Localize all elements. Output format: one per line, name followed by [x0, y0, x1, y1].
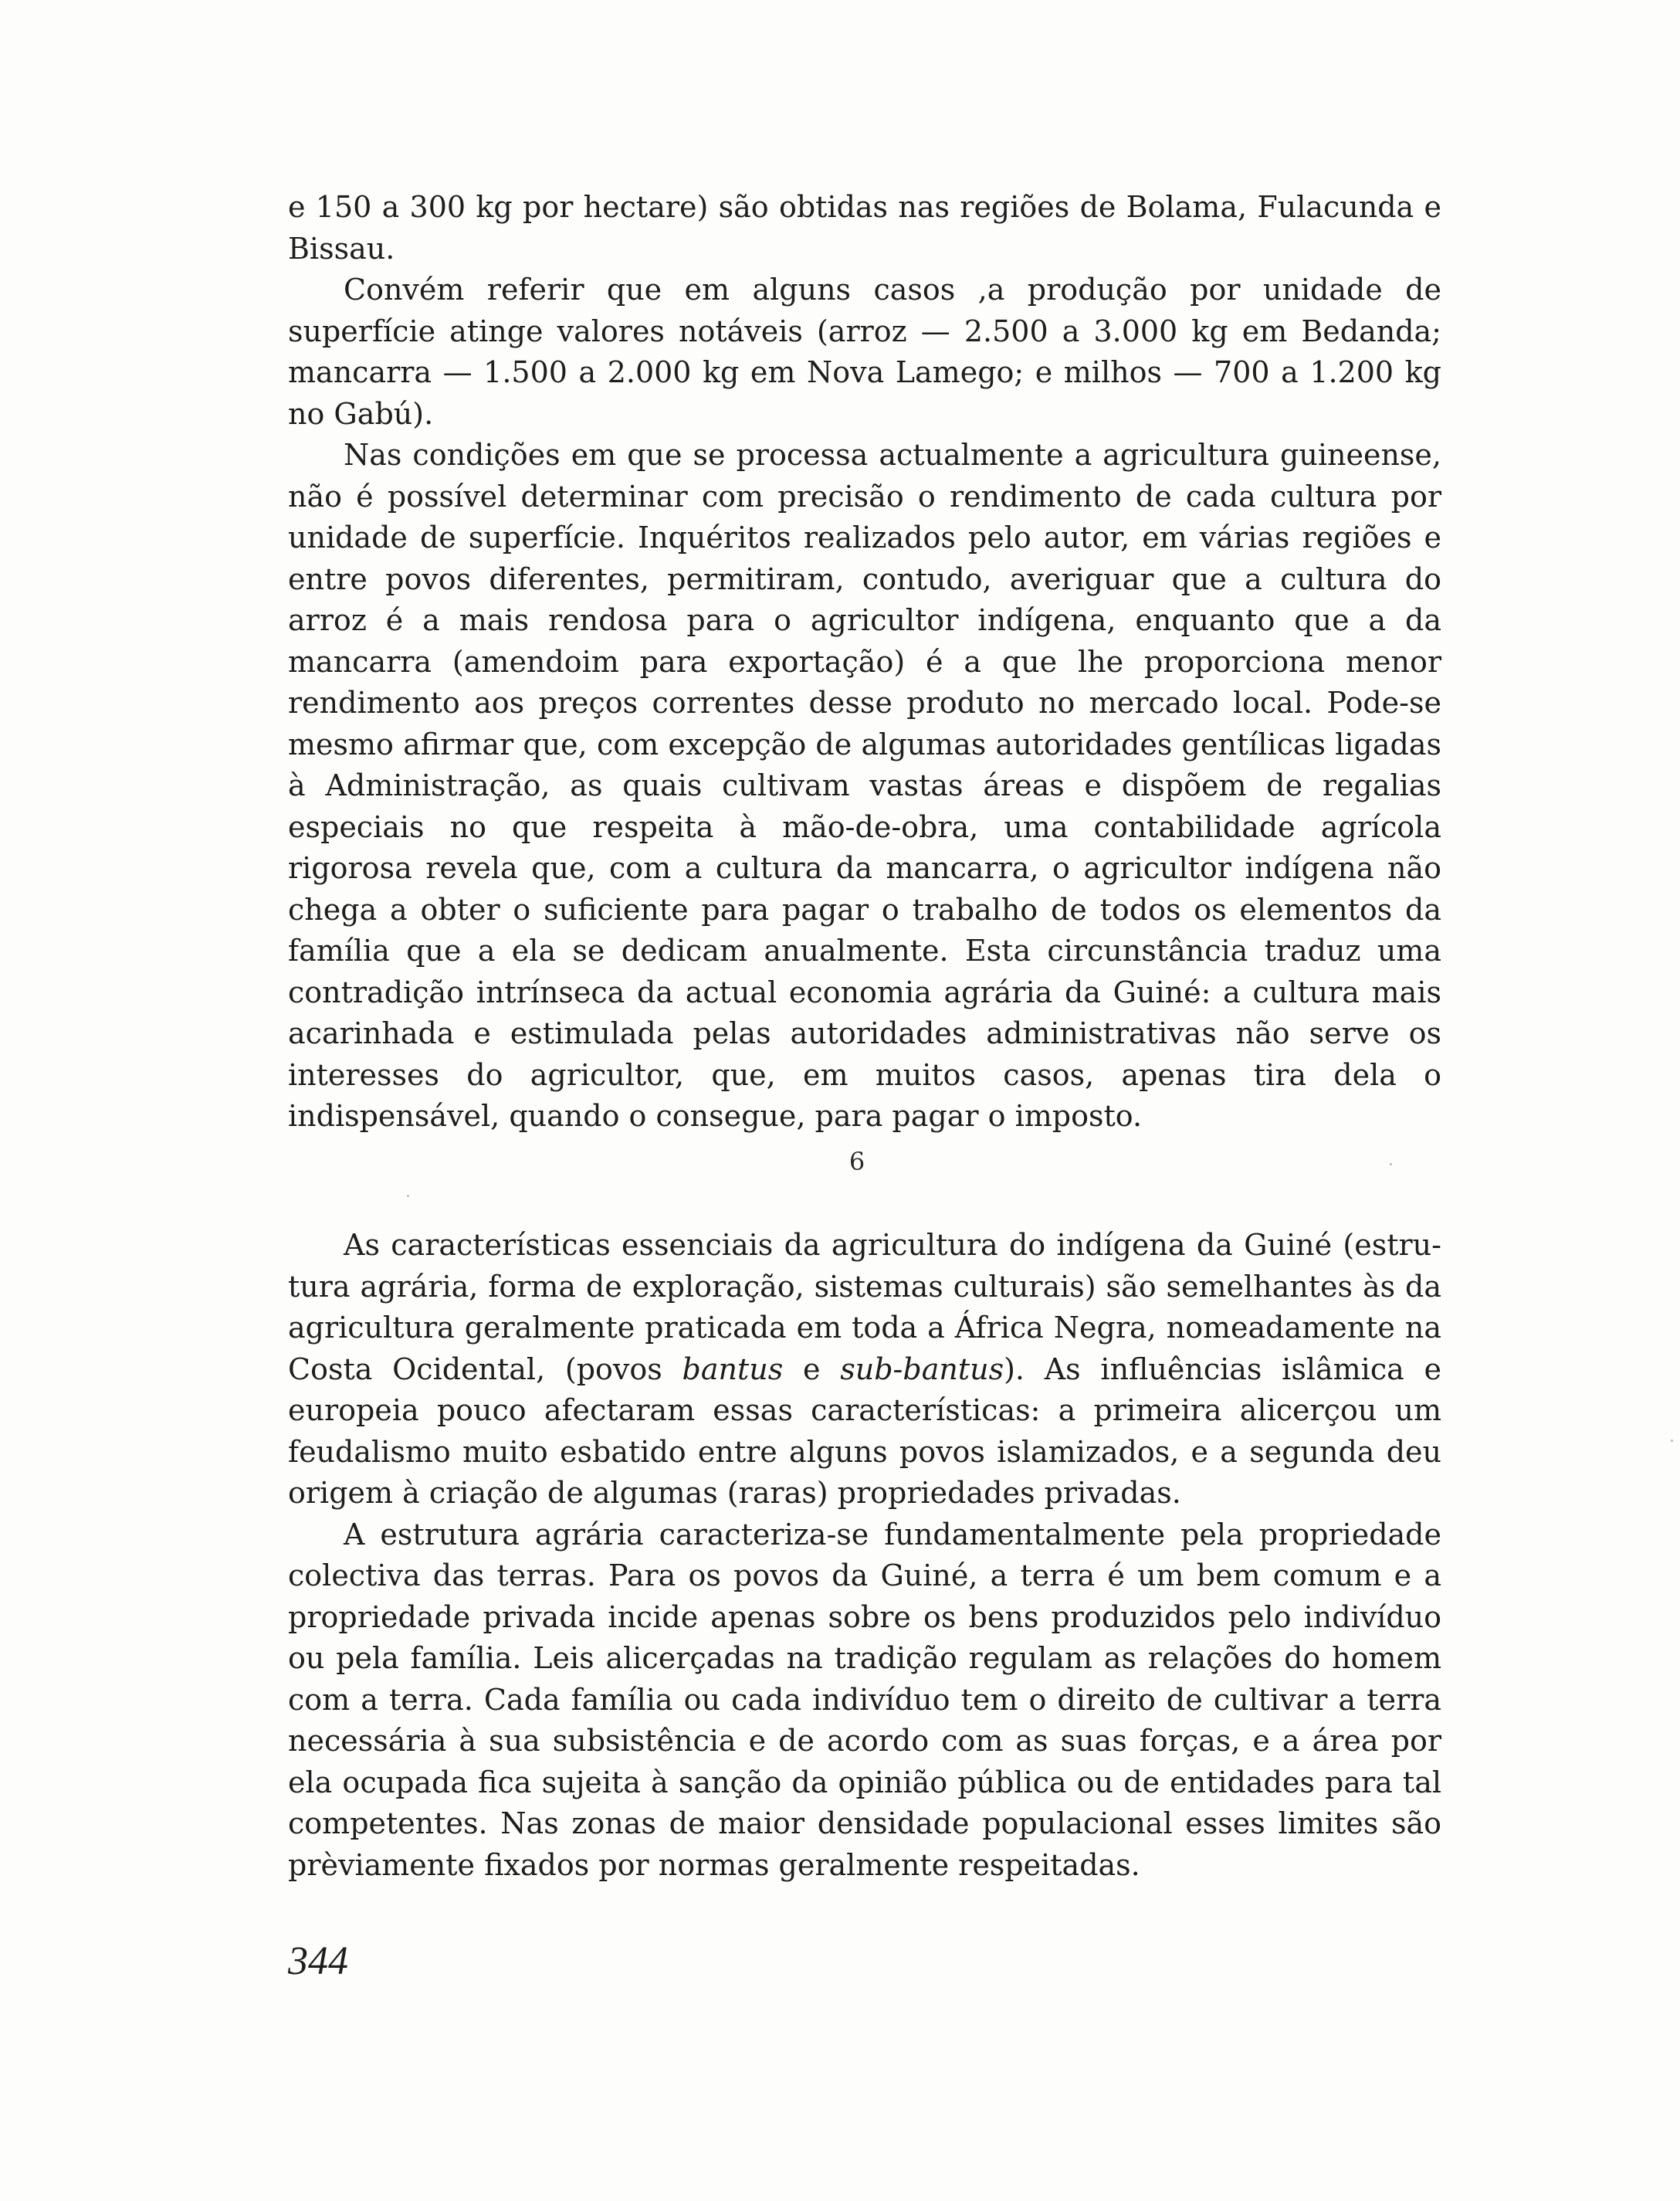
paragraph-agriculture-characteristics — [288, 1225, 1441, 1514]
section-number: 6 — [848, 1147, 865, 1176]
scan-speck — [1671, 1440, 1673, 1442]
italic-term-bantus: bantus — [682, 1351, 784, 1386]
scan-speck — [1390, 1163, 1392, 1165]
paragraph-text: e — [783, 1351, 841, 1386]
italic-term-sub-bantus: sub-bantus — [840, 1351, 1004, 1386]
paragraph-production-values: Convém referir que em alguns casos ,a produção por unidade de superfície atinge valores notáveis (arroz — 2.500 a 3.000 kg em Bedanda; mancarra — 1.500 a 2.000 kg em Nova Lamego; e milhos — 700 a 1.200 kg no Gabú). — [288, 273, 1441, 431]
paragraph-continuation: e 150 a 300 kg por hectare) são obtidas nas regiões de Bolama, Fulacunda e Bissau. — [288, 190, 1441, 266]
paragraph-crop-yield: Nas condições em que se processa actualmente a agricultura guineense, não é possível determinar com precisão o rendimento de cada cultura por unidade de superfície. Inquéritos realizados pelo autor, em várias regiões e entre povos diferentes, permitiram, contudo, averiguar que a cultura do arroz é a mais rendosa para o agricultor indígena, enquanto que a da mancarra (amendoim para exportação) é a que lhe proporciona menor rendimento aos preços correntes desse produto no mercado local. Pode-se mesmo afirmar que, com excepção de algumas autoridades gentílicas ligadas à Administração, as quais cultivam vastas áreas e dispõem de regalias especiais no que respeita à mão-de-obra, uma contabilidade agrícola rigorosa revela que, com a cultura da mancarra, o agricultor indígena não chega a obter o suficiente para pagar o trabalho de todos os elementos da família que a ela se dedicam anualmente. Esta circunstância traduz uma contradição intrínseca da actual economia agrária da Guiné: a cultura mais acarinhada e estimulada pelas autoridades administrativas não serve os interesses do agricultor, que, em muitos casos, apenas tira dela o indispensável, quando o consegue, para pagar o imposto. — [288, 438, 1441, 1133]
text-block-section — [288, 1225, 1441, 1886]
paragraph-text: ). As influências islâmica e europeia pouco afectaram essas características: a primeira alicerçou um feudalismo muito esbatido entre alguns povos islamizados, e a segunda deu origem à criação de algumas (raras) propriedades privadas. — [288, 1351, 1441, 1510]
page-number: 344 — [288, 1939, 348, 1983]
scan-speck — [407, 1195, 409, 1197]
paragraph-text: As características essenciais da agricultura do indígena da Guiné (estrutura agrária, forma de exploração, sistemas culturais) são semelhantes às da agricultura geralmente praticada em toda a África Negra, nomeadamente na Costa Ocidental, (povos — [288, 1228, 1441, 1386]
text-block-before-section — [288, 187, 1441, 1138]
paragraph-agrarian-structure: A estrutura agrária caracteriza-se fundamentalmente pela propriedade colectiva das terras. Para os povos da Guiné, a terra é um bem comum e a propriedade privada incide apenas sobre os bens produzidos pelo indivíduo ou pela família. Leis alicerçadas na tradição regulam as relações do homem com a terra. Cada família ou cada indivíduo tem o direito de cultivar a terra necessária à sua subsistência e de acordo com as suas forças, e a área por ela ocupada fica sujeita à sanção da opinião pública ou de entidades para tal competentes. Nas zonas de maior densidade populacional esses limites são prèviamente fixados por normas geralmente respeitadas. — [288, 1517, 1441, 1882]
